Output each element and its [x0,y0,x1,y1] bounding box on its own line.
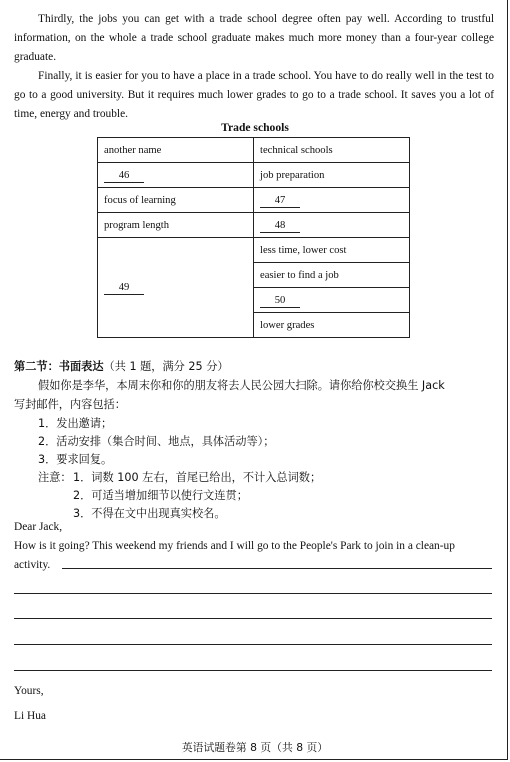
note-label: 注意： [38,471,72,484]
writing-line[interactable] [14,644,492,645]
table-cell: less time, lower cost [254,238,410,263]
table-cell: lower grades [254,313,410,338]
table-title: Trade schools [221,121,289,134]
table-cell: another name [98,138,254,163]
table-cell-merged [98,238,254,338]
letter-opening-line-1: How is it going? This weekend my friends and I will go to the People's Park to join in a clean-up [14,540,455,552]
answer-blank-49[interactable]: 49 [104,282,144,295]
table-cell [254,288,410,313]
table-cell [98,163,254,188]
passage-paragraph-3: Thirdly, the jobs you can get with a trade school degree often pay well. According to trustful information, on the whole a trade school graduate makes much more money than a four-year college graduate. [14,13,494,63]
writing-line[interactable] [14,593,492,594]
table-cell: job preparation [254,163,410,188]
note-item: 2．可适当增加细节以使行文连贯； [73,489,248,502]
table-cell [254,213,410,238]
letter-signature: Li Hua [14,710,46,722]
answer-blank-50[interactable]: 50 [260,295,300,308]
requirement-item: 3．要求回复。 [38,453,113,466]
table-cell: easier to find a job [254,263,410,288]
requirement-item: 1．发出邀请； [38,417,113,430]
section-heading: 第二节：书面表达（共 1 题，满分 25 分） [14,360,229,373]
trade-schools-table [97,137,410,338]
table-row [98,163,410,188]
passage-paragraph-4: Finally, it is easier for you to have a place in a trade school. You have to do really well in the test to go to a good university. But it requires much lower grades to go to a trade school. It saves you a lot of time, energy and trouble. [14,70,494,120]
table-row [98,238,410,263]
table-cell [254,188,410,213]
answer-blank-48[interactable]: 48 [260,220,300,233]
letter-greeting: Dear Jack, [14,521,63,533]
note-item: 1．词数 100 左右，首尾已给出，不计入总词数； [73,471,322,484]
page-footer: 英语试题卷第 8 页（共 8 页） [181,741,329,754]
table-cell: program length [98,213,254,238]
prompt-line-1: 假如你是李华，本周末你和你的朋友将去人民公园大扫除。请你给你校交换生 Jack [38,379,445,392]
table-row [98,138,410,163]
table-cell: technical schools [254,138,410,163]
letter-closing: Yours, [14,685,44,697]
writing-line[interactable] [62,568,492,569]
table-cell: focus of learning [98,188,254,213]
answer-blank-47[interactable]: 47 [260,195,300,208]
letter-opening-line-2: activity. [14,559,51,571]
prompt-line-2: 写封邮件，内容包括： [14,398,126,411]
writing-line[interactable] [14,670,492,671]
writing-line[interactable] [14,618,492,619]
table-row [98,213,410,238]
requirement-item: 2．活动安排（集合时间、地点，具体活动等）； [38,435,275,448]
note-item: 3．不得在文中出现真实校名。 [73,507,226,520]
answer-blank-46[interactable]: 46 [104,170,144,183]
table-row [98,188,410,213]
